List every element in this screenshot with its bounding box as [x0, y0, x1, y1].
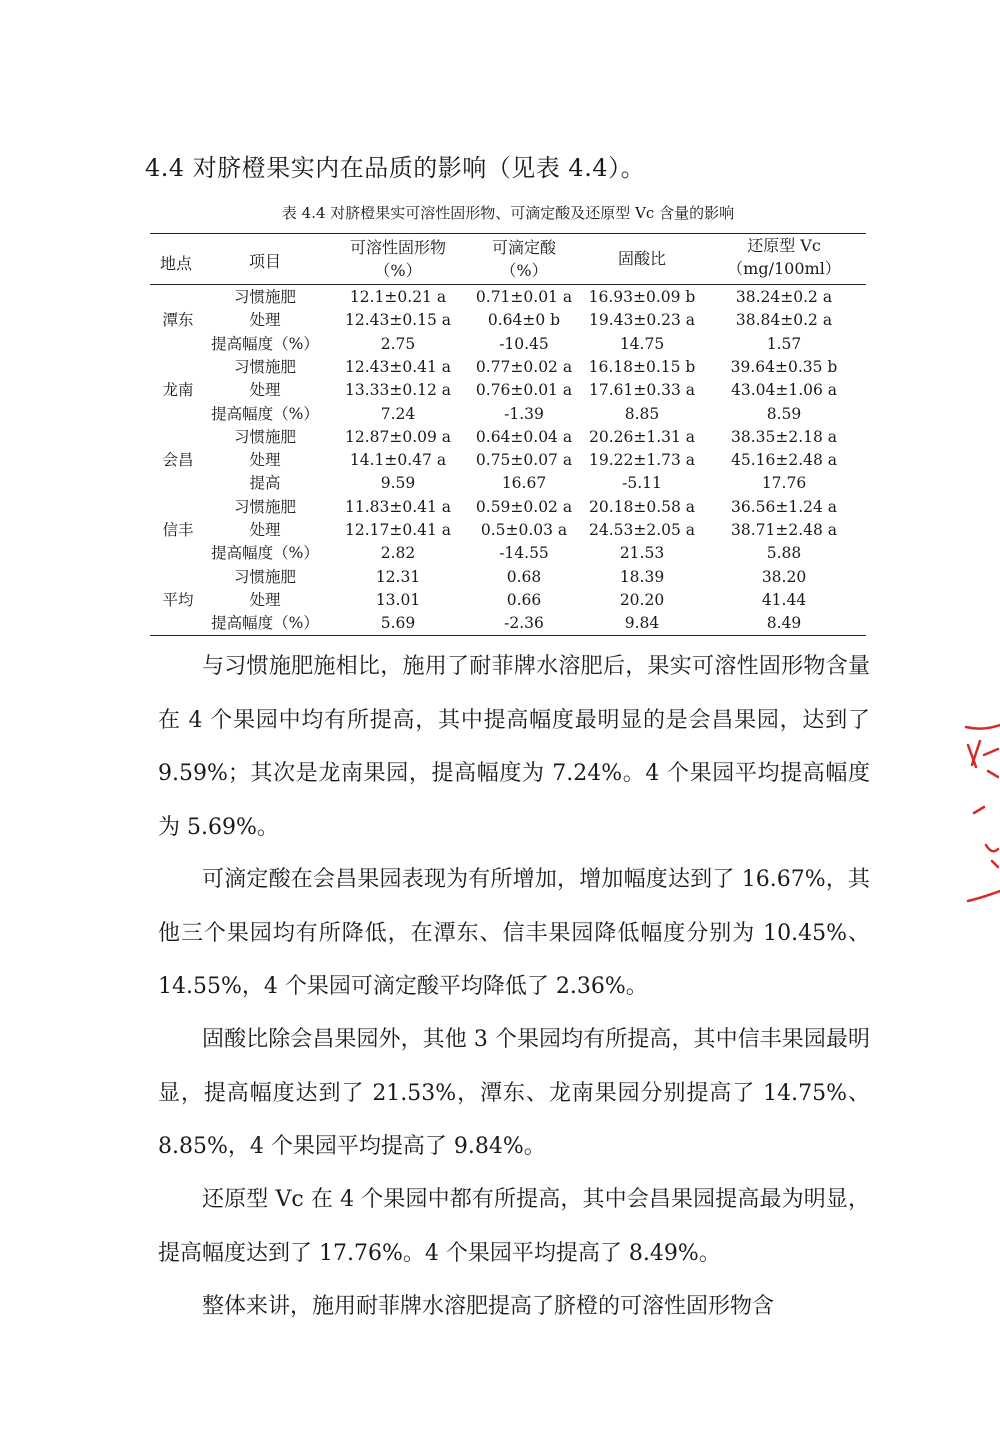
cell-acid: 0.5±0.03 a: [480, 521, 568, 539]
cell-vc: 17.76: [761, 474, 807, 493]
header-vc-label: 还原型 Vc: [747, 236, 821, 255]
header-vc: [702, 234, 866, 280]
cell-item: 处理: [249, 451, 281, 470]
section-heading: 4.4 对脐橙果实内在品质的影响（见表 4.4）。: [145, 154, 646, 182]
cell-tss: 12.43±0.15 a: [344, 311, 452, 330]
cell-acid: -14.55: [499, 544, 549, 563]
cell-ratio: 20.20: [619, 590, 665, 609]
cell-acid: 0.77±0.02 a: [475, 357, 573, 376]
cell-item: 提高幅度（%）: [211, 544, 319, 563]
cell-vc: 8.49: [766, 614, 802, 633]
cell-tss: 7.24: [380, 404, 416, 423]
cell-location: 潭东: [162, 311, 194, 330]
cell-acid: -1.39: [504, 404, 544, 423]
cell-tss: 12.17±0.41 a: [344, 521, 452, 539]
cell-ratio: 19.22±1.73 a: [588, 451, 696, 470]
cell-vc: 38.84±0.2 a: [735, 311, 833, 330]
cell-acid: 0.68: [506, 567, 542, 586]
cell-acid: 0.76±0.01 a: [475, 381, 573, 400]
cell-item: 提高: [249, 474, 281, 493]
cell-ratio: 8.85: [624, 404, 660, 423]
cell-acid: -2.36: [504, 614, 544, 633]
cell-ratio: 21.53: [619, 544, 665, 563]
cell-ratio: 17.61±0.33 a: [588, 381, 696, 400]
cell-ratio: 16.18±0.15 b: [588, 357, 696, 376]
cell-tss: 13.33±0.12 a: [344, 381, 452, 400]
cell-acid: -10.45: [499, 334, 549, 353]
cell-acid: 0.59±0.02 a: [475, 497, 573, 516]
cell-acid: 0.75±0.07 a: [475, 451, 573, 470]
cell-vc: 5.88: [766, 544, 802, 563]
cell-item: 习惯施肥: [233, 497, 296, 516]
cell-vc: 8.59: [766, 404, 802, 423]
cell-item: 处理: [249, 311, 281, 330]
cell-vc: 38.20: [761, 567, 807, 586]
cell-tss: 11.83±0.41 a: [344, 497, 452, 516]
cell-ratio: 19.43±0.23 a: [588, 311, 696, 330]
header-acid-label: 可滴定酸: [491, 238, 556, 257]
cell-tss: 12.43±0.41 a: [344, 357, 452, 376]
header-item: 项目: [248, 252, 281, 271]
paragraph-summary: 整体来讲，施用耐菲牌水溶肥提高了脐橙的可溶性固形物含: [202, 1294, 775, 1319]
table-header-rule: [150, 284, 866, 285]
red-seal-stamp-fragment: [962, 715, 1000, 910]
cell-item: 习惯施肥: [233, 427, 296, 446]
cell-vc: 43.04±1.06 a: [730, 381, 838, 400]
cell-vc: 41.44: [761, 590, 807, 609]
cell-ratio: 24.53±2.05 a: [588, 521, 696, 539]
header-vc-unit: （mg/100ml）: [727, 259, 841, 278]
cell-tss: 9.59: [380, 474, 416, 493]
header-location: 地点: [159, 254, 192, 273]
cell-item: 习惯施肥: [233, 288, 296, 306]
header-tss-label: 可溶性固形物: [349, 238, 446, 257]
cell-vc: 39.64±0.35 b: [730, 357, 838, 376]
header-acid: [466, 236, 582, 282]
cell-item: 提高幅度（%）: [211, 404, 319, 423]
cell-item: 提高幅度（%）: [211, 614, 319, 633]
cell-item: 习惯施肥: [233, 357, 296, 376]
cell-item: 提高幅度（%）: [211, 334, 319, 353]
cell-vc: 38.35±2.18 a: [730, 427, 838, 446]
paragraph-vc: 还原型 Vc 在 4 个果园中都有所提高，其中会昌果园提高最为明显，提高幅度达到了 17.76%。4 个果园平均提高了 8.49%。: [158, 1187, 870, 1266]
cell-tss: 13.01: [375, 590, 421, 609]
cell-ratio: 16.93±0.09 b: [588, 288, 696, 306]
cell-acid: 0.71±0.01 a: [475, 288, 573, 306]
cell-ratio: 9.84: [624, 614, 660, 633]
cell-tss: 2.82: [380, 544, 416, 563]
cell-tss: 2.75: [380, 334, 416, 353]
cell-item: 处理: [249, 381, 281, 400]
cell-ratio: 14.75: [619, 334, 665, 353]
cell-tss: 5.69: [380, 614, 416, 633]
cell-location: 龙南: [162, 381, 194, 400]
cell-acid: 0.64±0.04 a: [475, 427, 573, 446]
cell-tss: 12.87±0.09 a: [344, 427, 452, 446]
cell-item: 处理: [249, 590, 281, 609]
cell-vc: 38.24±0.2 a: [735, 288, 833, 306]
paragraph-acid: 可滴定酸在会昌果园表现为有所增加，增加幅度达到了 16.67%，其他三个果园均有所降低，在潭东、信丰果园降低幅度分别为 10.45%、14.55%，4 个果园可滴定酸平均降低了 2.36%。: [158, 867, 870, 999]
paragraph-ratio: 固酸比除会昌果园外，其他 3 个果园均有所提高，其中信丰果园最明显，提高幅度达到了 21.53%，潭东、龙南果园分别提高了 14.75%、8.85%，4 个果园平均提高了 9.84%。: [158, 1027, 870, 1159]
header-tss: [330, 236, 466, 282]
cell-vc: 45.16±2.48 a: [730, 451, 838, 470]
cell-tss: 12.1±0.21 a: [349, 288, 447, 306]
cell-ratio: 18.39: [619, 567, 665, 586]
cell-vc: 36.56±1.24 a: [730, 497, 838, 516]
cell-vc: 38.71±2.48 a: [730, 521, 838, 539]
paragraph-tss: 与习惯施肥施相比，施用了耐菲牌水溶肥后，果实可溶性固形物含量在 4 个果园中均有所提高，其中提高幅度最明显的是会昌果园，达到了 9.59%；其次是龙南果园，提高幅度为 7.24%。4 个果园平均提高幅度为 5.69%。: [158, 654, 870, 840]
cell-vc: 1.57: [766, 334, 802, 353]
table-caption: 表 4.4 对脐橙果实可溶性固形物、可滴定酸及还原型 Vc 含量的影响: [281, 204, 735, 222]
header-acid-unit: （%）: [500, 261, 548, 280]
cell-location: 会昌: [162, 451, 194, 470]
cell-location: 信丰: [162, 521, 194, 539]
cell-acid: 16.67: [501, 474, 547, 493]
cell-location: 平均: [162, 590, 194, 609]
cell-acid: 0.66: [506, 590, 542, 609]
header-ratio: 固酸比: [617, 249, 666, 268]
cell-ratio: 20.18±0.58 a: [588, 497, 696, 516]
cell-tss: 12.31: [375, 567, 421, 586]
cell-tss: 14.1±0.47 a: [349, 451, 447, 470]
cell-ratio: 20.26±1.31 a: [588, 427, 696, 446]
cell-item: 习惯施肥: [233, 567, 296, 586]
cell-acid: 0.64±0 b: [487, 311, 561, 330]
cell-item: 处理: [249, 521, 281, 539]
header-tss-unit: （%）: [374, 261, 422, 280]
cell-ratio: -5.11: [622, 474, 662, 493]
